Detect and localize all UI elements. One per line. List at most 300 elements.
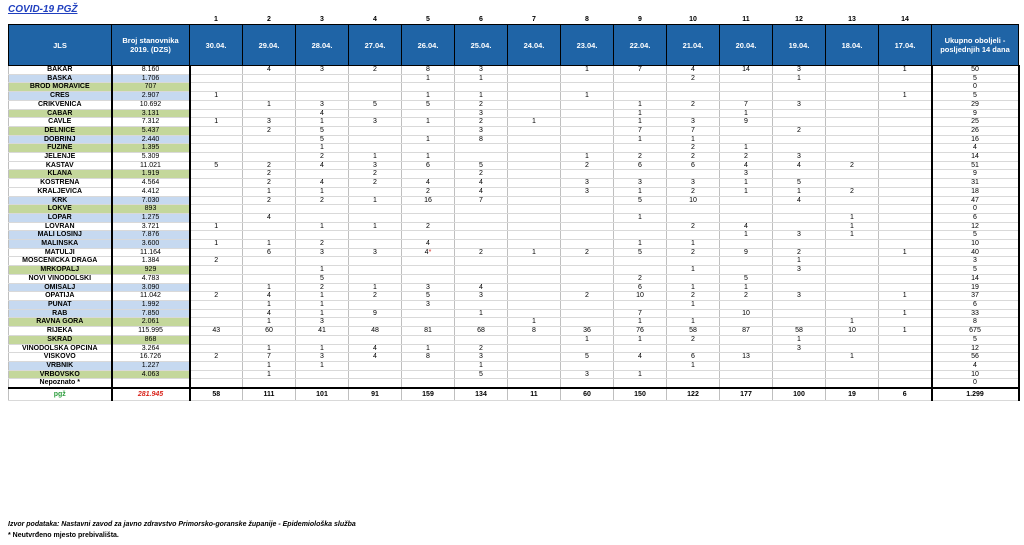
population-cell: 2.907 [112,92,190,101]
case-cell: 3 [296,353,349,362]
case-cell [879,135,932,144]
municipality-name: ČAVLE [9,118,112,127]
case-cell: 3 [773,100,826,109]
population-cell: 4.783 [112,274,190,283]
case-cell: 2 [455,100,508,109]
total-cell: 10 [932,240,1019,249]
case-cell [508,92,561,101]
municipality-name: DOBRINJ [9,135,112,144]
case-cell [455,257,508,266]
table-row [9,292,1019,301]
case-cell [667,205,720,214]
case-cell [720,126,773,135]
case-cell [879,257,932,266]
case-cell: 5 [614,248,667,257]
case-cell [879,231,932,240]
table-row [9,135,1019,144]
case-cell [455,83,508,92]
case-cell: 3 [402,283,455,292]
total-cell: 29 [932,100,1019,109]
case-cell: 3 [349,161,402,170]
case-cell: 5 [296,126,349,135]
case-cell: 5 [402,292,455,301]
case-cell [826,335,879,344]
case-cell [349,335,402,344]
case-cell: 8 [402,66,455,75]
case-cell: 2 [614,153,667,162]
case-cell: 1 [720,231,773,240]
case-cell: 2 [455,248,508,257]
case-cell [402,83,455,92]
summary-grand-total: 1.299 [932,388,1019,401]
case-cell: 2 [243,196,296,205]
municipality-name: Nepoznato * [9,379,112,388]
case-cell [667,109,720,118]
case-cell: 3 [243,118,296,127]
case-cell [826,248,879,257]
case-cell [879,353,932,362]
case-cell: 5 [773,179,826,188]
case-cell: 1 [879,66,932,75]
case-cell [720,361,773,370]
case-cell: 1 [773,257,826,266]
case-cell [561,109,614,118]
case-cell [402,370,455,379]
case-cell [879,196,932,205]
total-cell: 10 [932,370,1019,379]
table-row [9,196,1019,205]
case-cell [349,318,402,327]
case-cell: 3 [296,318,349,327]
case-cell: 1 [296,300,349,309]
case-cell [720,196,773,205]
population-cell: 11.042 [112,292,190,301]
header-date: 17.04. [879,25,932,66]
case-cell [561,318,614,327]
case-cell [614,170,667,179]
case-cell: 7 [243,353,296,362]
table-row [9,109,1019,118]
case-cell: 41 [296,327,349,336]
total-cell: 5 [932,335,1019,344]
case-cell [561,118,614,127]
case-cell [243,266,296,275]
case-cell [296,74,349,83]
case-cell [561,74,614,83]
municipality-name: ČABAR [9,109,112,118]
case-cell: 1 [296,118,349,127]
table-row [9,274,1019,283]
table-row [9,379,1019,388]
case-cell: 6 [402,161,455,170]
case-cell: 5 [614,196,667,205]
case-cell: 1 [243,283,296,292]
case-cell: 1 [508,118,561,127]
case-cell: 2 [455,344,508,353]
case-cell [296,205,349,214]
case-cell: 58 [773,327,826,336]
case-cell [773,170,826,179]
case-cell [508,170,561,179]
day-number: 10 [689,16,697,24]
case-cell [455,222,508,231]
case-cell [402,318,455,327]
case-cell [296,83,349,92]
case-cell: 2 [349,170,402,179]
case-cell [455,144,508,153]
case-cell [826,266,879,275]
case-cell [879,335,932,344]
case-cell [455,231,508,240]
case-cell: 4 [402,240,455,249]
case-cell: 1 [296,266,349,275]
case-cell: 2 [243,126,296,135]
case-cell [190,144,243,153]
case-cell: 1 [879,309,932,318]
case-cell: 1 [349,222,402,231]
case-cell [243,144,296,153]
case-cell: 4 [720,161,773,170]
municipality-name: VIŠKOVO [9,353,112,362]
case-cell [508,83,561,92]
case-cell [614,144,667,153]
summary-day-total: 111 [243,388,296,401]
case-cell [508,74,561,83]
case-cell [667,92,720,101]
header-date: 30.04. [190,25,243,66]
day-number: 1 [214,16,218,24]
case-cell: 2 [402,187,455,196]
case-cell [720,318,773,327]
case-cell [190,335,243,344]
case-cell: 1 [455,74,508,83]
municipality-name: MOŠĆENIČKA DRAGA [9,257,112,266]
case-cell [190,126,243,135]
case-cell: 1 [667,135,720,144]
summary-day-total: 150 [614,388,667,401]
case-cell [667,344,720,353]
case-cell: 1 [402,118,455,127]
total-cell: 5 [932,231,1019,240]
case-cell [402,231,455,240]
case-cell [561,135,614,144]
case-cell: 5 [561,353,614,362]
municipality-name: KOSTRENA [9,179,112,188]
case-cell [879,361,932,370]
case-cell [561,126,614,135]
case-cell [508,335,561,344]
case-cell: 1 [402,74,455,83]
case-cell: 3 [561,370,614,379]
case-cell [879,283,932,292]
case-cell: 3 [773,344,826,353]
table-row [9,187,1019,196]
day-number: 5 [426,16,430,24]
municipality-name: KLANA [9,170,112,179]
case-cell: 3 [667,179,720,188]
case-cell [826,370,879,379]
municipality-name: MALI LOŠINJ [9,231,112,240]
case-cell [190,170,243,179]
municipality-name: CRIKVENICA [9,100,112,109]
table-row [9,118,1019,127]
table-row [9,205,1019,214]
case-cell [508,257,561,266]
case-cell [826,66,879,75]
case-cell [720,205,773,214]
case-cell: 1 [455,309,508,318]
case-cell [455,274,508,283]
case-cell [402,361,455,370]
case-cell [667,274,720,283]
case-cell: 2 [667,248,720,257]
case-cell: 2 [667,292,720,301]
summary-population: 281.945 [112,388,190,401]
case-cell: 2 [349,292,402,301]
header-population: Broj stanovnika 2019. (DZS) [112,25,190,66]
case-cell [879,318,932,327]
case-cell [561,344,614,353]
case-cell [296,257,349,266]
unknown-residence-marker: * [428,248,432,256]
case-cell [190,213,243,222]
case-cell [349,205,402,214]
case-cell [349,274,402,283]
case-cell [190,66,243,75]
case-cell [455,379,508,388]
population-cell: 4.564 [112,179,190,188]
day-number: 12 [795,16,803,24]
case-cell [720,344,773,353]
table-row [9,344,1019,353]
case-cell [879,222,932,231]
case-cell: 1 [773,74,826,83]
case-cell [667,370,720,379]
municipality-name: KASTAV [9,161,112,170]
case-cell: 5 [296,274,349,283]
case-cell: 2 [667,335,720,344]
case-cell: 1 [561,66,614,75]
municipality-name: FUŽINE [9,144,112,153]
case-cell [296,213,349,222]
case-cell [879,170,932,179]
case-cell [243,231,296,240]
table-row [9,170,1019,179]
case-cell [508,66,561,75]
case-cell [561,222,614,231]
case-cell [402,335,455,344]
population-cell: 7.876 [112,231,190,240]
day-number-row [9,13,1019,25]
case-cell: 1 [508,318,561,327]
total-cell: 4 [932,361,1019,370]
case-cell [614,74,667,83]
case-cell: 2 [826,187,879,196]
case-cell [879,266,932,275]
case-cell [296,335,349,344]
case-cell [190,266,243,275]
case-cell: 16 [402,196,455,205]
case-cell [773,213,826,222]
case-cell: 1 [826,231,879,240]
case-cell [561,213,614,222]
case-cell [773,205,826,214]
case-cell [402,205,455,214]
case-cell [349,187,402,196]
case-cell [773,274,826,283]
case-cell: 1 [826,213,879,222]
case-cell [190,361,243,370]
case-cell: 1 [190,118,243,127]
case-cell [614,266,667,275]
case-cell: 58 [667,327,720,336]
case-cell [826,361,879,370]
total-cell: 8 [932,318,1019,327]
case-cell: 1 [296,222,349,231]
total-cell: 50 [932,66,1019,75]
case-cell: 4 [402,179,455,188]
case-cell: 4 [243,309,296,318]
table-row [9,370,1019,379]
population-cell: 868 [112,335,190,344]
case-cell [826,153,879,162]
total-cell: 6 [932,213,1019,222]
case-cell [508,161,561,170]
case-cell: 43 [190,327,243,336]
case-cell [667,170,720,179]
case-cell: 6 [667,353,720,362]
header-total: Ukupno oboljeli - posljednjih 14 dana [932,25,1019,66]
case-cell [667,213,720,222]
case-cell [773,92,826,101]
case-cell [614,361,667,370]
case-cell [720,335,773,344]
case-cell [402,213,455,222]
case-cell [190,187,243,196]
case-cell [508,222,561,231]
case-cell: 1 [879,92,932,101]
footnote: * Neutvrđeno mjesto prebivališta. [8,532,119,539]
population-cell: 115.995 [112,327,190,336]
case-cell [879,144,932,153]
case-cell [349,266,402,275]
case-cell [349,370,402,379]
case-cell: 1 [296,187,349,196]
case-cell [561,300,614,309]
table-row [9,240,1019,249]
case-cell: 2 [243,161,296,170]
table-row [9,309,1019,318]
header-date: 28.04. [296,25,349,66]
case-cell [349,213,402,222]
case-cell [190,344,243,353]
case-cell: 4 [455,283,508,292]
case-cell [508,300,561,309]
case-cell: 1 [879,248,932,257]
case-cell [402,109,455,118]
case-cell: 3 [455,126,508,135]
summary-day-total: 91 [349,388,402,401]
case-cell [826,205,879,214]
population-cell: 3.600 [112,240,190,249]
case-cell: 3 [667,118,720,127]
case-cell [402,266,455,275]
case-cell: 10 [667,196,720,205]
case-cell [190,248,243,257]
case-cell: 3 [455,109,508,118]
case-cell: 1 [455,361,508,370]
case-cell: 1 [826,318,879,327]
case-cell: 1 [667,266,720,275]
municipality-name: NOVI VINODOLSKI [9,274,112,283]
case-cell: 1 [879,327,932,336]
municipality-name: SKRAD [9,335,112,344]
source-note: Izvor podataka: Nastavni zavod za javno zdravstvo Primorsko-goranske županije - Epidemiološka služba [8,521,356,528]
total-cell: 6 [932,300,1019,309]
case-cell: 1 [614,187,667,196]
case-cell: 2 [190,257,243,266]
case-cell: 4 [614,353,667,362]
case-cell: 1 [614,335,667,344]
case-cell [773,283,826,292]
population-cell: 929 [112,266,190,275]
case-cell [826,179,879,188]
case-cell [826,344,879,353]
table-row [9,335,1019,344]
case-cell [773,300,826,309]
case-cell: 76 [614,327,667,336]
case-cell [243,92,296,101]
case-cell [879,344,932,353]
case-cell [190,318,243,327]
population-cell: 3.721 [112,222,190,231]
case-cell [773,222,826,231]
table-row [9,126,1019,135]
case-cell [561,274,614,283]
summary-day-total: 58 [190,388,243,401]
case-cell [508,179,561,188]
total-cell: 40 [932,248,1019,257]
case-cell [614,231,667,240]
case-cell: 2 [667,100,720,109]
case-cell: 10 [614,292,667,301]
case-cell: 6 [614,161,667,170]
case-cell: 4 [296,109,349,118]
case-cell [243,153,296,162]
case-cell [826,100,879,109]
population-cell: 10.692 [112,100,190,109]
population-cell: 11.164 [112,248,190,257]
case-cell [879,274,932,283]
case-cell: 2 [773,126,826,135]
header-jls: JLS [9,25,112,66]
case-cell: 1 [190,240,243,249]
case-cell: 7 [614,66,667,75]
case-cell: 1 [349,283,402,292]
case-cell [561,266,614,275]
municipality-name: BROD MORAVICE [9,83,112,92]
table-row [9,74,1019,83]
case-cell [508,240,561,249]
case-cell: 8 [508,327,561,336]
municipality-name: MATULJI [9,248,112,257]
case-cell [720,92,773,101]
case-cell [614,83,667,92]
case-cell: 1 [561,153,614,162]
case-cell [508,266,561,275]
day-number: 11 [742,16,750,24]
case-cell [296,170,349,179]
